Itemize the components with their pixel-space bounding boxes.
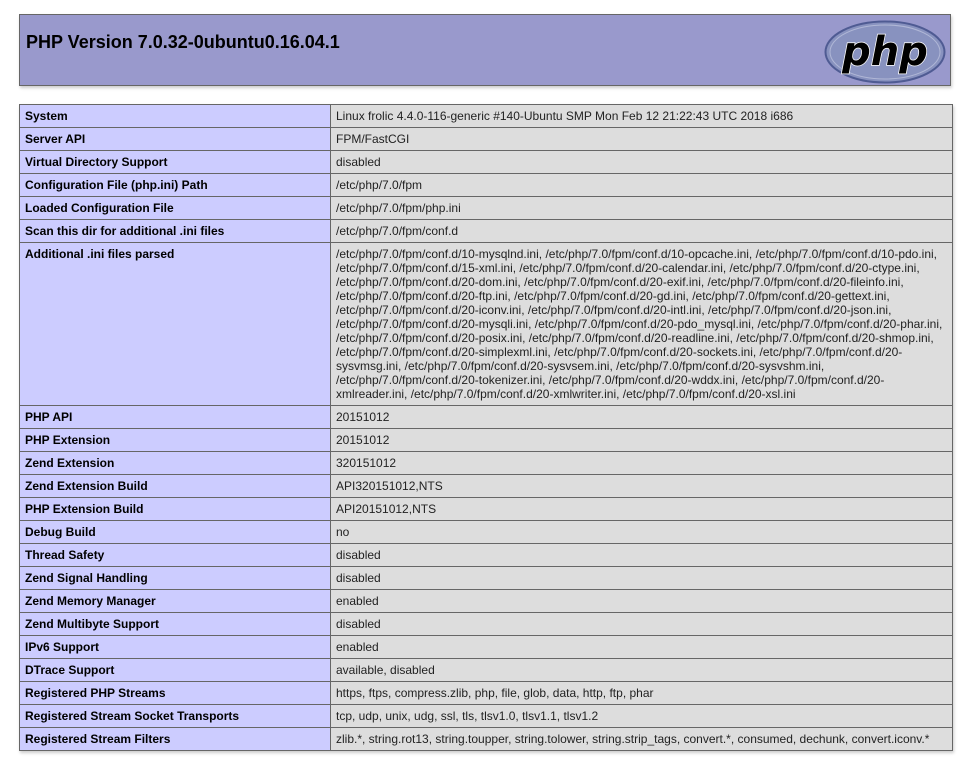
- row-value: tcp, udp, unix, udg, ssl, tls, tlsv1.0, tlsv1.1, tlsv1.2: [331, 705, 953, 728]
- table-row: [20, 151, 953, 174]
- row-value: API320151012,NTS: [331, 475, 953, 498]
- row-label: IPv6 Support: [20, 636, 331, 659]
- table-row: [20, 406, 953, 429]
- row-label: Additional .ini files parsed: [20, 243, 331, 406]
- row-label: DTrace Support: [20, 659, 331, 682]
- row-label: Zend Multibyte Support: [20, 613, 331, 636]
- table-row: [20, 682, 953, 705]
- row-label: PHP Extension Build: [20, 498, 331, 521]
- row-label: Debug Build: [20, 521, 331, 544]
- row-value: 20151012: [331, 429, 953, 452]
- table-row: [20, 521, 953, 544]
- row-label: Thread Safety: [20, 544, 331, 567]
- row-label: Server API: [20, 128, 331, 151]
- row-value: disabled: [331, 613, 953, 636]
- php-version-header: [19, 14, 951, 86]
- table-row: [20, 105, 953, 128]
- row-label: Zend Extension: [20, 452, 331, 475]
- row-label: Scan this dir for additional .ini files: [20, 220, 331, 243]
- row-value: https, ftps, compress.zlib, php, file, glob, data, http, ftp, phar: [331, 682, 953, 705]
- table-row: [20, 590, 953, 613]
- table-row: [20, 174, 953, 197]
- row-label: Registered PHP Streams: [20, 682, 331, 705]
- row-value: API20151012,NTS: [331, 498, 953, 521]
- row-value: disabled: [331, 151, 953, 174]
- table-row: [20, 220, 953, 243]
- row-value: disabled: [331, 544, 953, 567]
- row-value: no: [331, 521, 953, 544]
- row-label: Zend Extension Build: [20, 475, 331, 498]
- table-row: [20, 544, 953, 567]
- row-label: Registered Stream Filters: [20, 728, 331, 751]
- table-row: [20, 567, 953, 590]
- row-value: disabled: [331, 567, 953, 590]
- php-logo-text: php: [842, 29, 928, 75]
- row-value: /etc/php/7.0/fpm/conf.d: [331, 220, 953, 243]
- table-row: [20, 705, 953, 728]
- table-row: [20, 243, 953, 406]
- php-logo-icon: [824, 20, 946, 84]
- row-label: System: [20, 105, 331, 128]
- table-row: [20, 498, 953, 521]
- page-title: PHP Version 7.0.32-0ubuntu0.16.04.1: [26, 32, 340, 52]
- row-label: Virtual Directory Support: [20, 151, 331, 174]
- row-value: Linux frolic 4.4.0-116-generic #140-Ubuntu SMP Mon Feb 12 21:22:43 UTC 2018 i686: [331, 105, 953, 128]
- table-row: [20, 659, 953, 682]
- row-value: zlib.*, string.rot13, string.toupper, string.tolower, string.strip_tags, convert.*, consumed, dechunk, convert.iconv.*: [331, 728, 953, 751]
- row-label: Registered Stream Socket Transports: [20, 705, 331, 728]
- row-value: enabled: [331, 636, 953, 659]
- row-label: Zend Memory Manager: [20, 590, 331, 613]
- table-row: [20, 452, 953, 475]
- row-label: Configuration File (php.ini) Path: [20, 174, 331, 197]
- row-value: available, disabled: [331, 659, 953, 682]
- row-value: /etc/php/7.0/fpm/conf.d/10-mysqlnd.ini, /etc/php/7.0/fpm/conf.d/10-opcache.ini, /etc/php/7.0/fpm/conf.d/10-pdo.ini, /etc/php/7.0/fpm/conf.d/15-xml.ini, /etc/php/7.0/fpm/conf.d/20-calendar.ini, /etc/php/7.0/fpm/conf.d/20-ctype.ini, /etc/php/7.0/fpm/conf.d/20-dom.ini, /etc/php/7.0/fpm/conf.d/20-exif.ini, /etc/php/7.0/fpm/conf.d/20-fileinfo.ini, /etc/php/7.0/fpm/conf.d/20-ftp.ini, /etc/php/7.0/fpm/conf.d/20-gd.ini, /etc/php/7.0/fpm/conf.d/20-gettext.ini, /etc/php/7.0/fpm/conf.d/20-iconv.ini, /etc/php/7.0/fpm/conf.d/20-intl.ini, /etc/php/7.0/fpm/conf.d/20-json.ini, /etc/php/7.0/fpm/conf.d/20-mysqli.ini, /etc/php/7.0/fpm/conf.d/20-pdo_mysql.ini, /etc/php/7.0/fpm/conf.d/20-phar.ini, /etc/php/7.0/fpm/conf.d/20-posix.ini, /etc/php/7.0/fpm/conf.d/20-readline.ini, /etc/php/7.0/fpm/conf.d/20-shmop.ini, /etc/php/7.0/fpm/conf.d/20-simplexml.ini, /etc/php/7.0/fpm/conf.d/20-sockets.ini, /etc/php/7.0/fpm/conf.d/20-sysvmsg.ini, /etc/php/7.0/fpm/conf.d/20-sysvsem.ini, /etc/php/7.0/fpm/conf.d/20-sysvshm.ini, /etc/php/7.0/fpm/conf.d/20-tokenizer.ini, /etc/php/7.0/fpm/conf.d/20-wddx.ini, /etc/php/7.0/fpm/conf.d/20-xmlreader.ini, /etc/php/7.0/fpm/conf.d/20-xmlwriter.ini, /etc/php/7.0/fpm/conf.d/20-xsl.ini: [331, 243, 953, 406]
- row-value: /etc/php/7.0/fpm: [331, 174, 953, 197]
- row-value: 20151012: [331, 406, 953, 429]
- table-row: [20, 128, 953, 151]
- row-label: Zend Signal Handling: [20, 567, 331, 590]
- system-info-table: [19, 104, 953, 751]
- row-label: PHP Extension: [20, 429, 331, 452]
- table-row: [20, 728, 953, 751]
- system-info-rows: [20, 105, 953, 751]
- table-row: [20, 429, 953, 452]
- row-value: /etc/php/7.0/fpm/php.ini: [331, 197, 953, 220]
- row-label: Loaded Configuration File: [20, 197, 331, 220]
- row-value: enabled: [331, 590, 953, 613]
- table-row: [20, 475, 953, 498]
- row-label: PHP API: [20, 406, 331, 429]
- row-value: FPM/FastCGI: [331, 128, 953, 151]
- table-row: [20, 636, 953, 659]
- row-value: 320151012: [331, 452, 953, 475]
- table-row: [20, 197, 953, 220]
- table-row: [20, 613, 953, 636]
